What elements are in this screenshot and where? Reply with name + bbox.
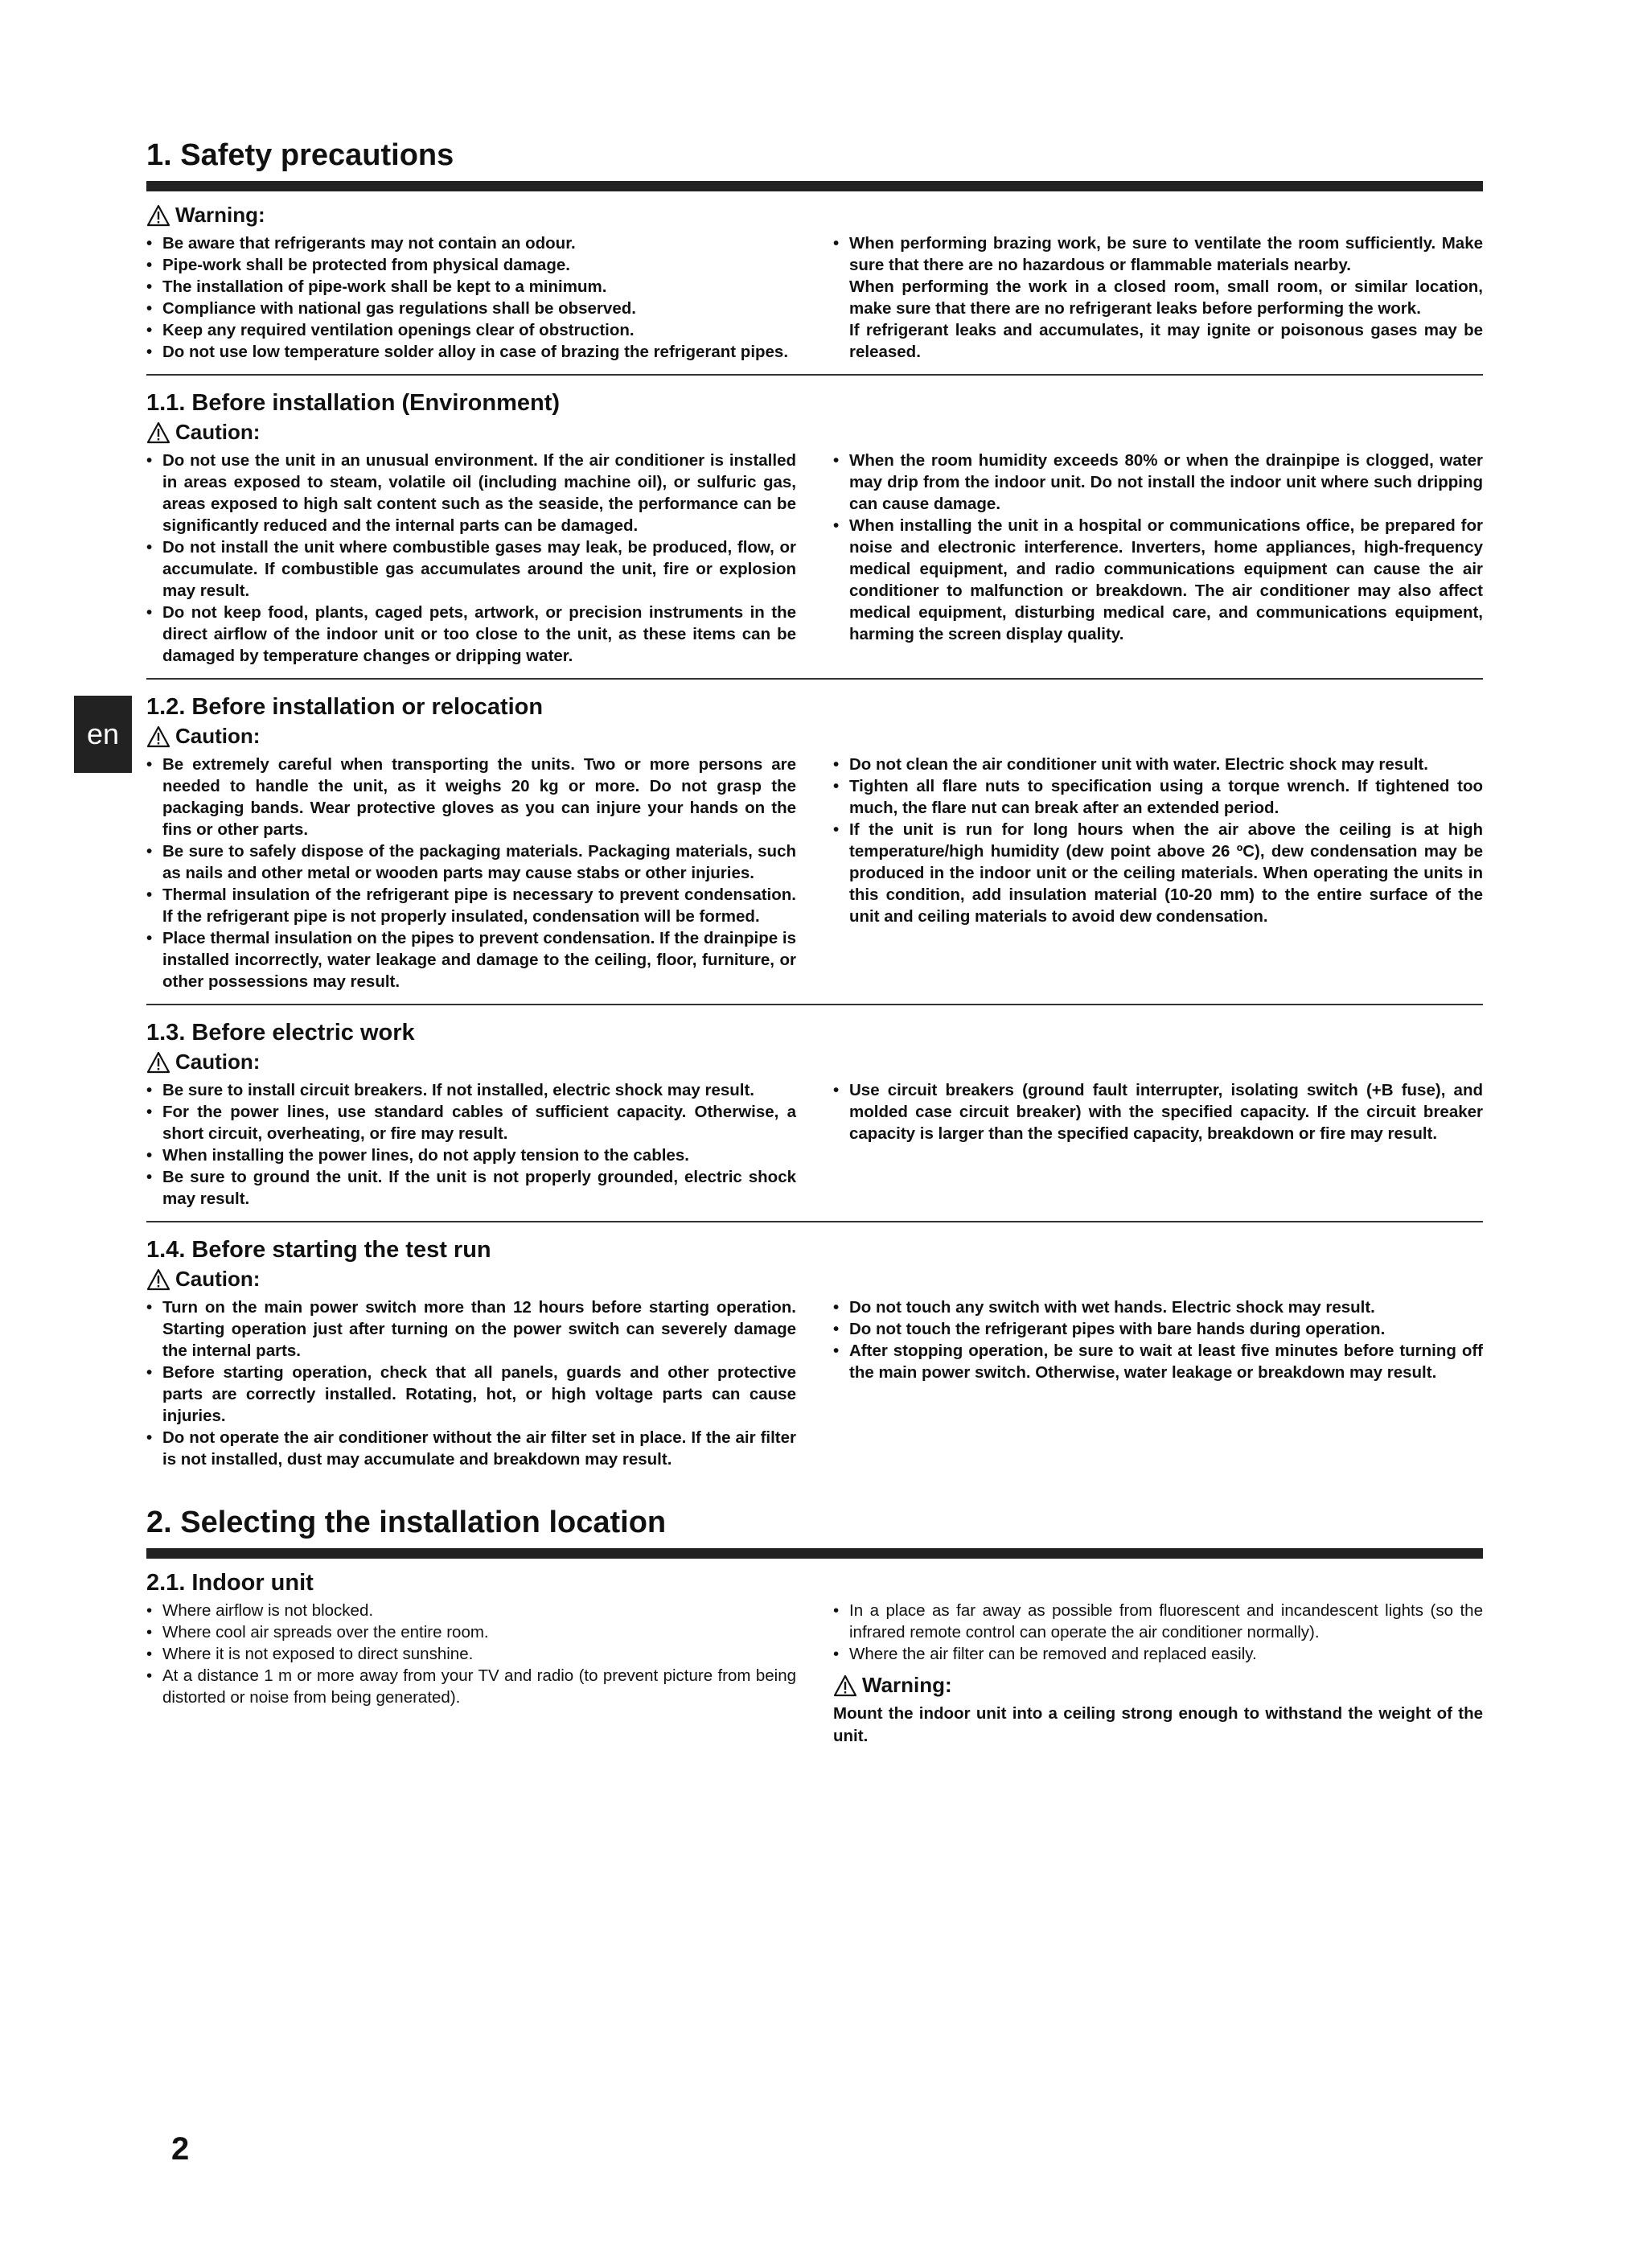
list-item: • The installation of pipe-work shall be kept to a minimum.	[146, 276, 796, 298]
caution-heading	[146, 724, 1483, 749]
caution-heading	[146, 1050, 1483, 1074]
list-item: • Do not keep food, plants, caged pets, artwork, or precision instruments in the direct airflow of the indoor unit or too close to the unit, as these items can be damaged by temperature changes or dripping water.	[146, 602, 796, 667]
section-1-4-columns	[146, 1296, 1483, 1470]
list-item: • Do not touch the refrigerant pipes with bare hands during operation.	[833, 1318, 1483, 1340]
section-1-1-columns	[146, 450, 1483, 667]
divider	[146, 1004, 1483, 1005]
list-item: • Pipe-work shall be protected from physical damage.	[146, 254, 796, 276]
list-item: • For the power lines, use standard cables of sufficient capacity. Otherwise, a short circuit, overheating, or fire may result.	[146, 1101, 796, 1144]
list-item: • When the room humidity exceeds 80% or when the drainpipe is clogged, water may drip from the indoor unit. Do not install the indoor unit where such dripping can cause damage.	[833, 450, 1483, 515]
list-item: • Keep any required ventilation openings clear of obstruction.	[146, 319, 796, 341]
list-item: • When performing brazing work, be sure to ventilate the room sufficiently. Make sure that there are no hazardous or flammable materials nearby.	[833, 232, 1483, 276]
section-1-2-columns	[146, 754, 1483, 992]
caution-label: Caution:	[175, 420, 261, 444]
list-item: • Be sure to ground the unit. If the unit is not properly grounded, electric shock may result.	[146, 1166, 796, 1210]
list-item: • Be extremely careful when transporting the units. Two or more persons are needed to handle the unit, as it weighs 20 kg or more. Do not grasp the packaging bands. Wear protective gloves as you can injure your hands on the fins or other parts.	[146, 754, 796, 840]
section-1-title: 1. Safety precautions	[146, 138, 454, 172]
warning-paragraph: If refrigerant leaks and accumulates, it may ignite or poisonous gases may be released.	[849, 321, 1483, 361]
divider	[146, 678, 1483, 680]
left-column	[146, 1600, 796, 1748]
location-list	[146, 1600, 796, 1708]
warning-paragraph: When performing the work in a closed room, small room, or similar location, make sure that there are no refrigerant leaks before performing the work.	[849, 277, 1483, 318]
caution-triangle-icon	[146, 1051, 170, 1074]
warning-columns	[146, 232, 1483, 363]
list-item: • Where the air filter can be removed and replaced easily.	[833, 1643, 1483, 1665]
caution-label: Caution:	[175, 1050, 261, 1074]
list-item: • Use circuit breakers (ground fault interrupter, isolating switch (+B fuse), and molded case circuit breaker) with the specified capacity. If the circuit breaker capacity is larger than the specified capacity, breakdown or fire may result.	[833, 1079, 1483, 1144]
section-1-4-title: 1.4. Before starting the test run	[146, 1237, 491, 1263]
section-1-2-title: 1.2. Before installation or relocation	[146, 694, 544, 720]
list-item: • Tighten all flare nuts to specification using a torque wrench. If tightened too much, the flare nut can break after an extended period.	[833, 775, 1483, 819]
caution-list	[833, 1079, 1483, 1144]
list-item: • Where cool air spreads over the entire room.	[146, 1621, 796, 1643]
caution-list	[146, 1296, 796, 1470]
section-1-3-columns	[146, 1079, 1483, 1210]
warning-heading	[146, 203, 1483, 228]
page-content	[146, 138, 1483, 1748]
left-column	[146, 1296, 796, 1470]
list-item: • Place thermal insulation on the pipes to prevent condensation. If the drainpipe is installed incorrectly, water leakage and damage to the ceiling, floor, furniture, or other possessions may result.	[146, 927, 796, 992]
caution-heading	[146, 420, 1483, 445]
divider	[146, 374, 1483, 376]
list-item: • After stopping operation, be sure to wait at least five minutes before turning off the main power switch. Otherwise, water leakage or breakdown may result.	[833, 1340, 1483, 1383]
section-2-title: 2. Selecting the installation location	[146, 1506, 667, 1539]
caution-triangle-icon	[146, 1268, 170, 1291]
divider	[146, 1221, 1483, 1222]
section-2-1-title: 2.1. Indoor unit	[146, 1570, 314, 1596]
right-column	[833, 450, 1483, 667]
page-number: 2	[171, 2131, 190, 2167]
list-item: • Turn on the main power switch more than 12 hours before starting operation. Starting operation just after turning on the power switch can severely damage the internal parts.	[146, 1296, 796, 1362]
caution-list	[146, 450, 796, 667]
location-list	[833, 1600, 1483, 1665]
caution-heading	[146, 1267, 1483, 1292]
caution-list	[833, 754, 1483, 927]
left-column	[146, 754, 796, 992]
list-item: • Thermal insulation of the refrigerant pipe is necessary to prevent condensation. If the refrigerant pipe is not properly insulated, condensation will be formed.	[146, 884, 796, 927]
left-column	[146, 1079, 796, 1210]
list-item: • Be sure to safely dispose of the packaging materials. Packaging materials, such as nails and other metal or wooden parts may cause stabs or other injuries.	[146, 840, 796, 884]
list-item: • Where it is not exposed to direct sunshine.	[146, 1643, 796, 1665]
warning-label: Warning:	[862, 1673, 952, 1697]
warning-left-list	[146, 232, 796, 363]
warning-heading	[833, 1673, 1483, 1698]
left-column	[146, 450, 796, 667]
caution-triangle-icon	[146, 421, 170, 444]
warning-right-column	[833, 232, 1483, 363]
warning-triangle-icon	[146, 204, 170, 227]
caution-list	[833, 1296, 1483, 1383]
section-1-rule	[146, 181, 1483, 191]
list-item: • Before starting operation, check that all panels, guards and other protective parts are correctly installed. Rotating, hot, or high voltage parts can cause injuries.	[146, 1362, 796, 1427]
list-item: • Do not install the unit where combustible gases may leak, be produced, flow, or accumulate. If combustible gas accumulates around the unit, fire or explosion may result.	[146, 536, 796, 602]
warning-triangle-icon	[833, 1674, 857, 1697]
list-item: • In a place as far away as possible from fluorescent and incandescent lights (so the infrared remote control can operate the air conditioner normally).	[833, 1600, 1483, 1643]
list-item: • Do not use low temperature solder alloy in case of brazing the refrigerant pipes.	[146, 341, 796, 363]
right-column	[833, 1296, 1483, 1470]
section-2-1-columns	[146, 1600, 1483, 1748]
caution-list	[146, 1079, 796, 1210]
caution-list	[833, 450, 1483, 645]
list-item: • When installing the power lines, do not apply tension to the cables.	[146, 1144, 796, 1166]
warning-left-column	[146, 232, 796, 363]
list-item: • At a distance 1 m or more away from your TV and radio (to prevent picture from being distorted or noise from being generated).	[146, 1665, 796, 1708]
caution-triangle-icon	[146, 725, 170, 748]
section-1-1-title: 1.1. Before installation (Environment)	[146, 390, 561, 416]
right-column	[833, 754, 1483, 992]
list-item: • Compliance with national gas regulations shall be observed.	[146, 298, 796, 319]
list-item: • Do not touch any switch with wet hands. Electric shock may result.	[833, 1296, 1483, 1318]
warning-label: Warning:	[175, 203, 265, 227]
list-item: • Do not clean the air conditioner unit with water. Electric shock may result.	[833, 754, 1483, 775]
right-column	[833, 1079, 1483, 1210]
list-item: • Do not operate the air conditioner without the air filter set in place. If the air filter is not installed, dust may accumulate and breakdown may result.	[146, 1427, 796, 1470]
caution-list	[146, 754, 796, 992]
list-item: • When installing the unit in a hospital or communications office, be prepared for noise and electronic interference. Inverters, home appliances, high-frequency medical equipment, and radio communications equipment can cause the air conditioner to malfunction or breakdown. The air conditioner may also affect medical equipment, disturbing medical care, and communications equipment, harming the screen display quality.	[833, 515, 1483, 645]
section-1-3-title: 1.3. Before electric work	[146, 1020, 415, 1046]
list-item: • If the unit is run for long hours when the air above the ceiling is at high temperature/high humidity (dew point above 26 ºC), dew condensation may be produced in the indoor unit or the ceiling materials. When operating the units in this condition, add insulation material (10-20 mm) to the entire surface of the unit and ceiling materials to avoid dew condensation.	[833, 819, 1483, 927]
warning-text: Mount the indoor unit into a ceiling strong enough to withstand the weight of the unit.	[833, 1704, 1483, 1745]
list-item: • Do not use the unit in an unusual environment. If the air conditioner is installed in areas exposed to steam, volatile oil (including machine oil), or sulfuric gas, areas exposed to high salt content such as the seaside, the performance can be significantly reduced and the internal parts can be damaged.	[146, 450, 796, 536]
section-2-rule	[146, 1548, 1483, 1559]
list-item: • Be sure to install circuit breakers. If not installed, electric shock may result.	[146, 1079, 796, 1101]
language-tab: en	[74, 696, 132, 773]
caution-label: Caution:	[175, 1267, 261, 1291]
caution-label: Caution:	[175, 724, 261, 748]
list-item: • Be aware that refrigerants may not contain an odour.	[146, 232, 796, 254]
warning-right-list	[833, 232, 1483, 276]
right-column	[833, 1600, 1483, 1748]
list-item: • Where airflow is not blocked.	[146, 1600, 796, 1621]
